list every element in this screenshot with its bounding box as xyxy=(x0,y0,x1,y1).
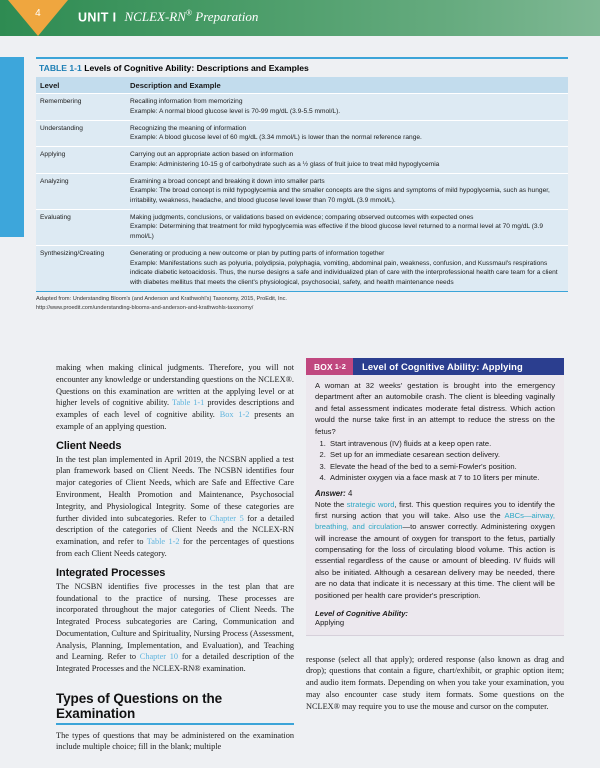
box-answer-options xyxy=(315,438,555,484)
heading-integrated-processes: Integrated Processes xyxy=(56,566,166,579)
box-level-label: Level of Cognitive Ability: xyxy=(315,608,408,618)
cell-description-line: Making judgments, conclusions, or validations based on evidence; comparing observed outcomes with expected ones xyxy=(130,213,474,221)
running-head-unit: UNIT I xyxy=(78,10,117,25)
table-header-row xyxy=(36,77,568,94)
para1-text-c: presents an example of an applying question. xyxy=(56,410,295,431)
rationale-text-c: —to answer correctly. Administering oxygen will increase the amount of oxygen for transport to the fetus, partially compensating for the loss of circulating blood volume. This action is essential regardless of the cause or amount of bleeding. IV fluids will also be initiated. Although a cesarean delivery may be needed, there are no data that indicate it is necessary at this time. The client will be positioned per health care provider's prescription. xyxy=(315,522,555,600)
table-row xyxy=(36,209,568,245)
box-header xyxy=(306,358,564,375)
answer-label: Answer: xyxy=(315,488,346,498)
table-caption xyxy=(36,59,568,77)
running-head xyxy=(78,9,258,25)
table-number: TABLE 1-1 xyxy=(39,63,82,73)
heading-types-of-questions: Types of Questions on the Examination xyxy=(56,690,223,721)
table-row xyxy=(36,94,568,121)
table-source-line-1: Adapted from: Understanding Bloom's (and Anderson and Krathwohl's) Taxonomy, 2015, ProEdit, Inc. xyxy=(36,296,287,303)
cell-description-line: Example: The broad concept is mild hypoglycemia and the smaller concepts are the signs and symptoms of mild hypoglycemia, such as hunger, irritability, weakness, headache, and blood glucose level lower than 70 mg/dL (3.9 mmol/L). xyxy=(130,187,550,204)
client-needs-text-b: for a detailed description of the categories of Client Needs and the NCLEX-RN examination, and refer to xyxy=(56,513,294,547)
heading-underline-rule xyxy=(56,723,294,725)
cell-description-line: Carrying out an appropriate action based on information xyxy=(130,151,294,159)
table-row xyxy=(36,120,568,147)
cell-description-line: Example: Administering 10-15 g of carbohydrate such as a ½ glass of fruit juice to treat mild hypoglycemia xyxy=(130,160,440,168)
xref-table-1-1[interactable]: Table 1-1 xyxy=(171,398,205,408)
table-row xyxy=(36,246,568,291)
box-answer-line xyxy=(315,489,555,498)
column-header-description: Description and Example xyxy=(126,77,568,94)
cell-level: Synthesizing/Creating xyxy=(40,250,105,258)
integrated-text-a: The NCSBN identifies five processes in the test plan that are foundational to the practice of nursing. These processes are incorporated throughout the major categories of Client Needs. The Integrated Process subcategories are Caring, Communication and Documentation, Culture and Spirituality, Nursing Process (Assessment, Analysis, Planning, Implementation, and Evaluation), and Teaching and Learning. Refer to xyxy=(56,581,294,662)
paragraph-client-needs xyxy=(56,454,294,560)
box-content xyxy=(306,375,564,635)
rationale-highlight-abcs: ABCs—airway, breathing, and circulation xyxy=(315,510,555,532)
table-title-text: Levels of Cognitive Ability: Descriptions and Examples xyxy=(84,63,309,73)
paragraph-cognitive-ability xyxy=(56,362,294,433)
xref-chapter-10[interactable]: Chapter 10 xyxy=(139,652,179,662)
box-option: 1. Start intravenous (IV) fluids at a keep open rate. xyxy=(328,438,555,449)
client-needs-text-c: for the percentages of questions from each Client Needs category. xyxy=(56,537,294,558)
running-head-title: NCLEX-RN® Preparation xyxy=(124,9,259,25)
cell-level: Remembering xyxy=(36,94,126,121)
xref-chapter-5[interactable]: Chapter 5 xyxy=(209,513,244,523)
table-body xyxy=(36,94,568,291)
cell-description-line: Example: Determining that treatment for mild hypoglycemia was effective if the blood glucose level returned to a normal level at 70 mg/dL (3.9 mmol/L) xyxy=(130,223,544,241)
cell-description-line: Example: A blood glucose level of 60 mg/dL (3.34 mmol/L) is lower than the normal reference range. xyxy=(130,134,422,142)
cell-description xyxy=(126,173,568,209)
table-source-url: http://www.proedit.com/understanding-blooms-and-anderson-and-krathwohls-taxonomy/ xyxy=(36,305,254,312)
left-text-column xyxy=(56,362,294,753)
xref-box-1-2[interactable]: Box 1-2 xyxy=(219,410,250,420)
cell-level: Evaluating xyxy=(36,209,126,245)
column-header-level: Level xyxy=(36,77,126,94)
cell-description xyxy=(126,209,568,245)
box-1-2 xyxy=(306,358,564,636)
cell-description xyxy=(126,94,568,121)
box-rationale xyxy=(315,499,555,602)
cell-description-line: Recognizing the meaning of information xyxy=(130,124,247,132)
section-types-of-questions xyxy=(56,691,294,753)
cell-level: Understanding xyxy=(36,120,126,147)
right-column-continuation-wrap xyxy=(306,654,564,713)
rationale-text-a: Note the xyxy=(315,499,347,509)
para1-text-a: making when making clinical judgments. Therefore, you will not encounter any knowledge or understanding questions on the NCLEX®. Questions on this examination are written at the applying level or at higher levels of cognitive ability. xyxy=(56,363,294,408)
box-number-tag xyxy=(306,358,353,375)
xref-table-1-2[interactable]: Table 1-2 xyxy=(146,537,180,547)
table-source-note xyxy=(36,292,568,313)
right-text-column xyxy=(306,358,564,713)
box-option: 4. Administer oxygen via a face mask at 7 to 10 liters per minute. xyxy=(328,472,555,483)
cell-description xyxy=(126,120,568,147)
paragraph-question-types-continued: response (select all that apply); ordered response (also known as drag and drop); questions that contain a figure, chart/exhibit, or graphic option item; and audio item formats. Depending on when you take your examination, you may also encounter case study item formats. Some questions on the NCLEX® may require you to use the mouse and cursor on the computer. xyxy=(306,654,564,711)
integrated-text-b: for a detailed description of the Integrated Processes and the NCLEX-RN® examination. xyxy=(56,652,294,674)
box-option: 3. Elevate the head of the bed to a semi-Fowler's position. xyxy=(328,461,555,472)
cell-description-line: Recalling information from memorizing xyxy=(130,98,243,105)
running-head-bar xyxy=(0,0,600,36)
rationale-text-b: , first. This question requires you to identify the first nursing action that you will take. Also use the xyxy=(315,499,555,520)
page-number: 4 xyxy=(35,8,41,19)
para1-text-b: provides descriptions and examples of each level of cognitive ability. xyxy=(56,398,294,420)
thumb-tab xyxy=(0,57,24,237)
box-title: Level of Cognitive Ability: Applying xyxy=(362,361,523,372)
paragraph-types-of-questions: The types of questions that may be administered on the examination include multiple choice; fill in the blank; multiple xyxy=(56,730,294,752)
cell-description xyxy=(126,246,568,291)
box-level-value: Applying xyxy=(315,617,345,627)
client-needs-text-a: In the test plan implemented in April 2019, the NCSBN applied a test plan framework based on Client Needs. The NCSBN identifies four major categories of Client Needs, which are Safe and Effective Care Environment, Health Promotion and Maintenance, Psychosocial Integrity, and Physiological Integrity. Some of these categories are further divided into subcategories. Refer to xyxy=(56,454,294,523)
table-row xyxy=(36,173,568,209)
table-1-1 xyxy=(36,57,568,313)
cell-description-line: Example: Manifestations such as polyuria, polydipsia, polyphagia, vomiting, abdominal pain, weakness, confusion, and Kussmaul's respirations indicate diabetic ketoacidosis. Thus, the nurse designs a safe and individualized plan of care with the interprofessional health care team for a client with diabetes mellitus that meets the client's physiological, psychosocial, safety, and health maintenance needs xyxy=(130,259,558,286)
box-tag-word: BOX xyxy=(314,361,333,372)
box-option: 2. Set up for an immediate cesarean section delivery. xyxy=(328,449,555,460)
answer-value: 4 xyxy=(347,488,353,498)
cell-description-line: Example: A normal blood glucose level is 70-99 mg/dL (3.9-5.5 mmol/L). xyxy=(130,107,341,115)
cell-description xyxy=(126,147,568,174)
paragraph-integrated-processes xyxy=(56,581,294,675)
table-row xyxy=(36,147,568,174)
cell-level: Analyzing xyxy=(36,173,126,209)
rationale-highlight-strategic-word: strategic word xyxy=(346,499,395,509)
box-tag-number: 1-2 xyxy=(334,362,347,371)
cell-level: Applying xyxy=(36,147,126,174)
box-question-stem: A woman at 32 weeks' gestation is brought into the emergency department after an automobile crash. The client is bleeding vaginally and fetal assessment indicates moderate fetal distress. Which action would the nurse take first in an attempt to reduce the stress on the fetus? xyxy=(315,381,555,436)
cell-description-line: Generating or producing a new outcome or plan by putting parts of information together xyxy=(130,250,385,258)
cognitive-ability-table xyxy=(36,77,568,291)
heading-client-needs: Client Needs xyxy=(56,439,122,452)
cell-description-line: Examining a broad concept and breaking it down into smaller parts xyxy=(130,177,325,185)
